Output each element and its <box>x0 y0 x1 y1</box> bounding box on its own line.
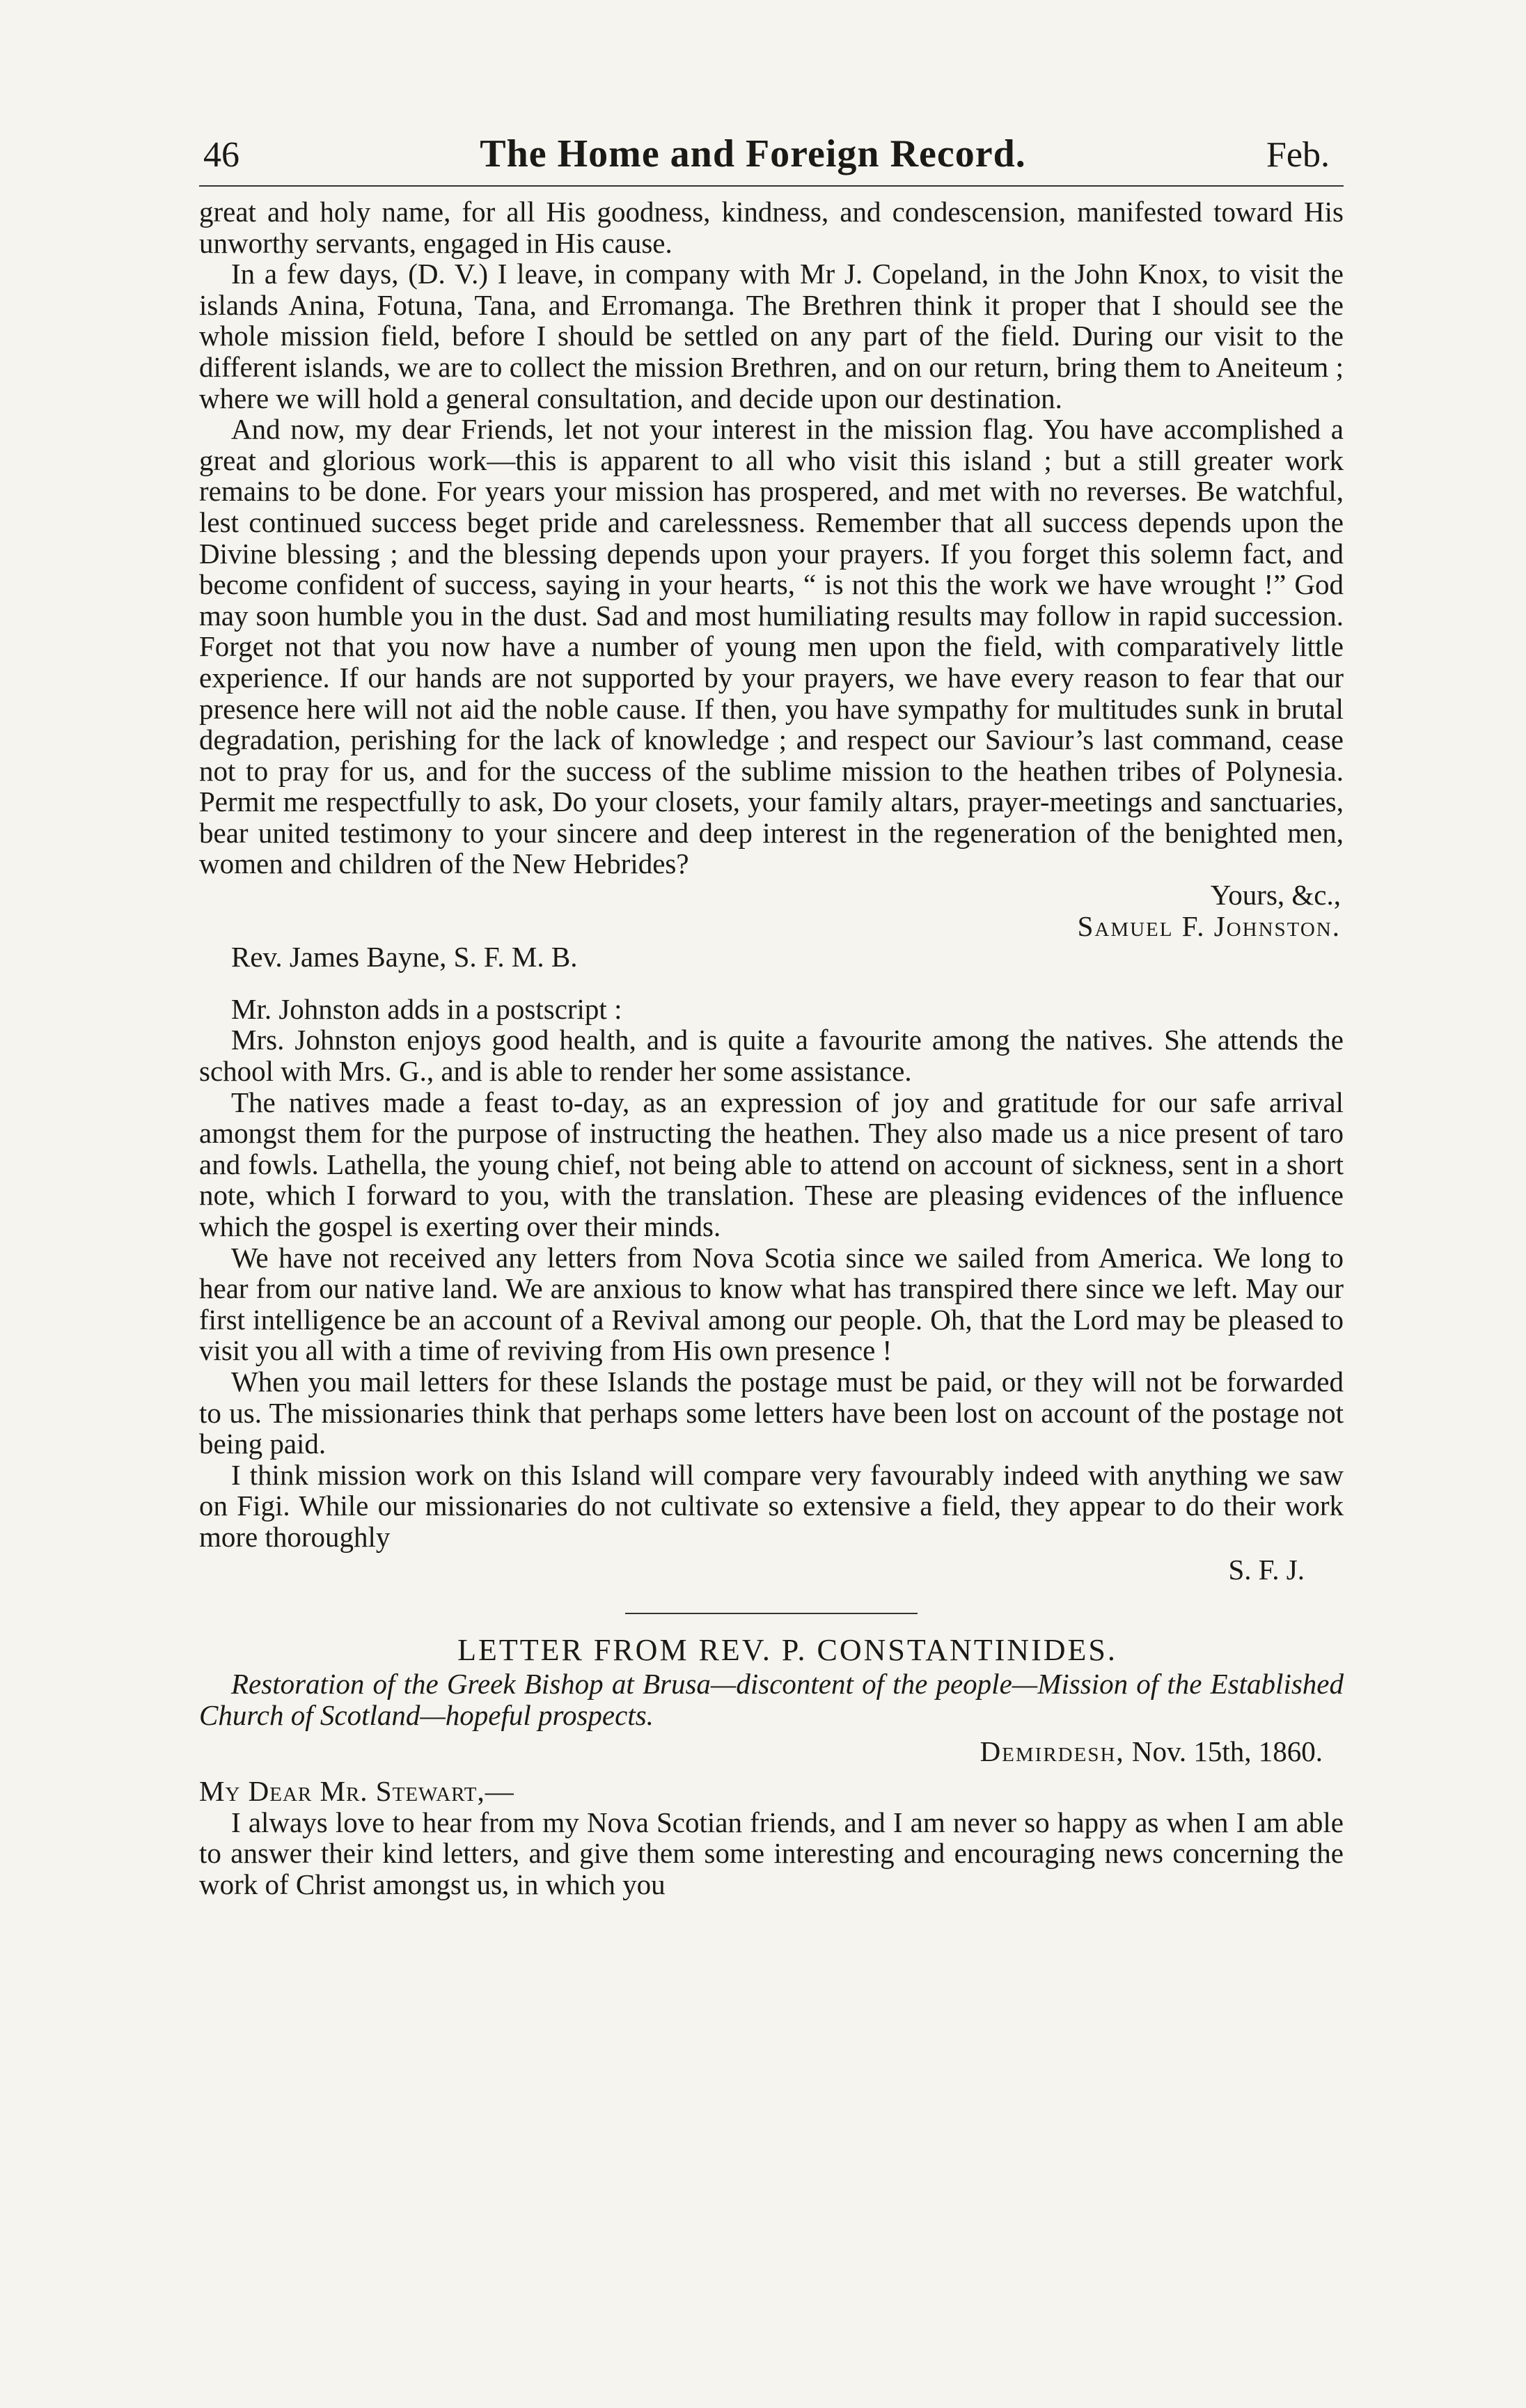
article-body <box>199 196 1344 1900</box>
section-title: LETTER FROM REV. P. CONSTANTINIDES. <box>457 1633 1117 1668</box>
paragraph: When you mail letters for these Islands the postage must be paid, or they will not be forwarded to us. The missionaries think that perhaps some letters have been lost on account of the postage not being paid. <box>199 1365 1344 1460</box>
postscript-intro: Mr. Johnston adds in a postscript : <box>231 992 622 1025</box>
dateline <box>199 1736 1344 1767</box>
journal-title: The Home and Foreign Record. <box>480 132 1026 175</box>
paragraph: Mrs. Johnston enjoys good health, and is quite a favourite among the natives. She attends the school with Mrs. G., and is able to render her some assistance. <box>199 1024 1344 1088</box>
header-month: Feb. <box>1266 135 1330 175</box>
section-divider <box>625 1613 918 1614</box>
dateline-date: Nov. 15th, 1860. <box>1131 1735 1323 1768</box>
paragraph: I always love to hear from my Nova Scotian friends, and I am never so happy as when I am able to answer their kind letters, and give them some interesting and encouraging news concerning the work of Christ amongst us, in which you <box>199 1806 1344 1900</box>
page-number: 46 <box>203 135 239 175</box>
initials: S. F. J. <box>1228 1553 1305 1586</box>
signature <box>199 911 1344 942</box>
paragraph: And now, my dear Friends, let not your interest in the mission flag. You have accomplished a great and glorious work—this is apparent to all who visit this island ; but a still greater work remains to be done. For years your mission has prospered, and met with no reverses. Be watchful, lest continued success beget pride and carelessness. Remember that all success depends upon the Divine blessing ; and the blessing depends upon your prayers. If you forget this solemn fact, and become confident of success, saying in your hearts, “ is not this the work we have wrought !” God may soon humble you in the dust. Sad and most humiliating results may follow in rapid succession. Forget not that you now have a number of young men upon the field, with comparatively little experience. If our hands are not supported by your prayers, we have every reason to fear that our presence here will not aid the noble cause. If then, you have sympathy for multitudes sunk in brutal degradation, perishing for the lack of knowledge ; and respect our Saviour’s last command, cease not to pray for us, and for the success of the sublime mission to the heathen tribes of Polynesia. Permit me respectfully to ask, Do your closets, your family altars, prayer-meetings and sanctuaries, bear united testimony to your sincere and deep interest in the regeneration of the benighted men, women and children of the New Hebrides? <box>199 413 1344 880</box>
paragraph: In a few days, (D. V.) I leave, in company with Mr J. Copeland, in the John Knox, to visit the islands Anina, Fotuna, Tana, and Erromanga. The Brethren think it proper that I should see the whole mission field, before I should be settled on any part of the field. During our visit to the different islands, we are to collect the mission Brethren, and on our return, bring them to Aneiteum ; where we will hold a general consultation, and decide upon our destination. <box>199 258 1344 414</box>
section-subtitle: Restoration of the Greek Bishop at Brusa—discontent of the people—Mission of the Established Church of Scotland—hopeful prospects. <box>199 1668 1344 1731</box>
addressee: Rev. James Bayne, S. F. M. B. <box>231 941 578 974</box>
running-header <box>199 132 1344 184</box>
paragraph: great and holy name, for all His goodness, kindness, and condescension, manifested toward His unworthy servants, engaged in His cause. <box>199 196 1344 259</box>
dateline-place: Demirdesh, <box>980 1735 1125 1768</box>
salutation: My Dear Mr. Stewart,— <box>199 1774 514 1807</box>
paragraph: We have not received any letters from Nova Scotia since we sailed from America. We long to hear from our native land. We are anxious to know what has transpired there since we left. May our first intelligence be an account of a Revival among our people. Oh, that the Lord may be pleased to visit you all with a time of reviving from His own presence ! <box>199 1241 1344 1367</box>
header-rule <box>199 185 1344 187</box>
signature-name: Samuel F. Johnston. <box>1077 909 1341 942</box>
paragraph: I think mission work on this Island will compare very favourably indeed with anything we saw on Figi. While our missionaries do not cultivate so extensive a field, they appear to do their work more thoroughly <box>199 1458 1344 1553</box>
paragraph: The natives made a feast to-day, as an expression of joy and gratitude for our safe arrival amongst them for the purpose of instructing the heathen. They also made us a nice present of taro and fowls. Lathella, the young chief, not being able to attend on account of sickness, sent in a short note, which I forward to you, with the translation. These are pleasing evidences of the influence which the gospel is exerting over their minds. <box>199 1086 1344 1242</box>
closing: Yours, &c., <box>1210 879 1341 912</box>
